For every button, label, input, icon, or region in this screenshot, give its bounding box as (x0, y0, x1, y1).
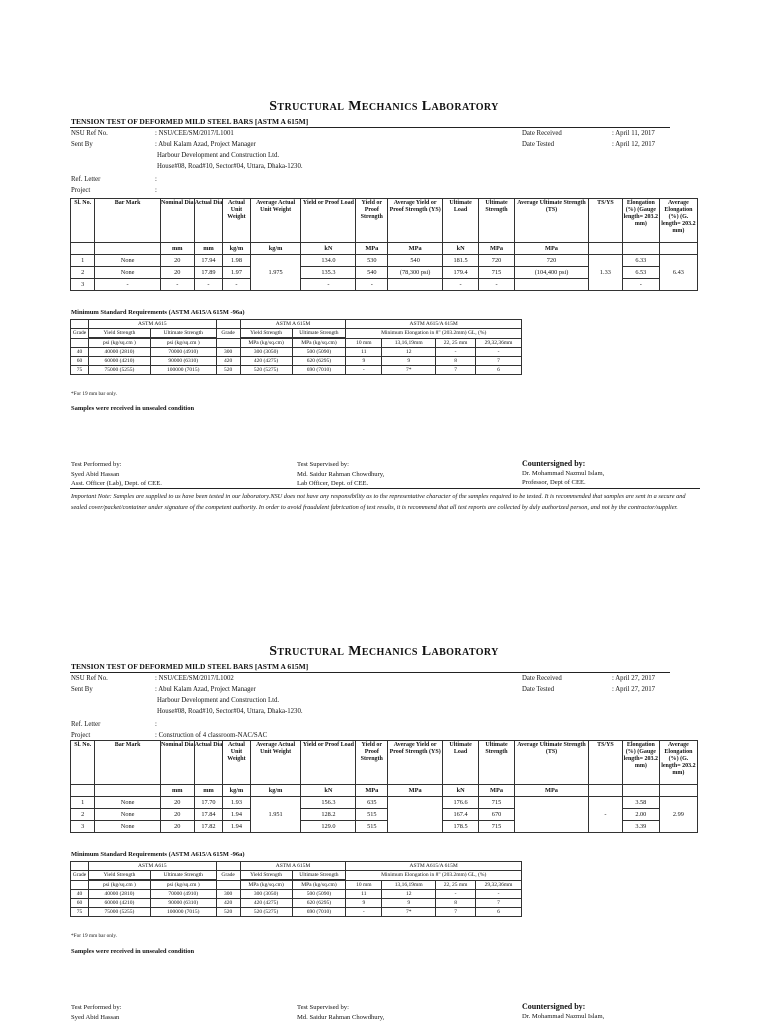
standards-table: ASTM A615 ASTM A 615M ASTM A615/A 615M Grade Yield Strength Ultimate Strength Grade Yield Strength Ultimate Strength Minimum Elongation in 8" (203.2mm) GL, (%) psi (kg/sq.cm ) psi (kg/sq.cm ) MPa (kg/sq.cm) MPa (kg/sq.cm) 10 mm 13,16,19mm 22, 25 mm 29,32,36mm 40 40000 (2810) 70000 (4910) 300 300 (3050) 500 (5090) 11 12 - - 60 60000 (4210) 90000 (6310) 420 420 (4275) 620 (6295) 9 9 8 7 75 75000 (5255) 100000 (7015) 520 520 (5275) 690 (7010) - 7* 7 6 (70, 319, 522, 375)
performed-block: Test Performed by: Syed Abid Hassan Asst. Officer (Lab), Dept. of CEE. (71, 461, 162, 487)
col-avg-elongation: Average Elongation (%) (G. length= 203.2 mm) (659, 199, 697, 243)
report-subtitle: TENSION TEST OF DEFORMED MILD STEEL BARS [ASTM A 615M] (71, 117, 309, 126)
col-sl: Sl. No. (71, 741, 95, 785)
sent-value: : Abul Kalam Azad, Project Manager (155, 141, 256, 148)
received-label: Date Received (522, 130, 562, 137)
col-unit-weight: Actual Unit Weight (223, 741, 250, 785)
units-row: mm mm kg/m kg/m kN MPa MPa kN MPa MPa (71, 243, 698, 255)
col-avg-yield: Average Yield or Proof Strength (YS) (388, 741, 443, 785)
divider (70, 127, 670, 128)
ts-ys-value: 1.33 (589, 255, 623, 291)
test-results-table (70, 198, 698, 291)
col-nominal-dia: Nominal Dia (160, 741, 194, 785)
received-value: : April 27, 2017 (612, 675, 656, 682)
col-ult-load: Ultimate Load (443, 199, 479, 243)
col-avg-yield: Average Yield or Proof Strength (YS) (388, 199, 443, 243)
ts-ys-value: - (589, 797, 623, 833)
table-row: 60 60000 (4210) 90000 (6310) 420 420 (4275) 620 (6295) 9 9 8 7 (71, 899, 522, 908)
col-ts-ys: TS/YS (589, 741, 623, 785)
col-bar-mark: Bar Mark (95, 199, 161, 243)
received-note: Samples were received in unsealed condition (71, 405, 195, 412)
performed-block: Test Performed by: Syed Abid Hassan (71, 1004, 122, 1021)
col-avg-weight: Average Actual Unit Weight (250, 199, 301, 243)
sent-label: Sent By (71, 686, 93, 693)
ref-value: : NSU/CEE/SM/2017/L1002 (155, 675, 234, 682)
avg-elongation: 6.43 (659, 255, 697, 291)
report-title: Structural Mechanics Laboratory (269, 99, 499, 114)
col-ult-load: Ultimate Load (443, 741, 479, 785)
col-avg-elongation: Average Elongation (%) (G. length= 203.2 mm) (659, 741, 697, 785)
col-elongation: Elongation (%) (Gauge length= 203.2 mm) (622, 199, 659, 243)
footnote: *For 19 mm bar only. (71, 391, 118, 397)
received-note: Samples were received in unsealed condition (71, 948, 195, 955)
divider (70, 488, 700, 489)
ref-label: NSU Ref No. (71, 675, 108, 682)
col-nominal-dia: Nominal Dia (160, 199, 194, 243)
project-label: Project (71, 187, 91, 194)
address: House#08, Road#10, Sector#04, Uttara, Dhaka-1230. (157, 708, 303, 715)
sent-value: : Abul Kalam Azad, Project Manager (155, 686, 256, 693)
units-row: mm mm kg/m kg/m kN MPa MPa kN MPa MPa (71, 785, 698, 797)
test-results-table (70, 740, 698, 833)
countersigned-block: Countersigned by: Dr. Mohammad Nazmul Islam, (522, 1002, 605, 1020)
table-row: 2 None 20 17.84 1.94 128.2 515 167.4 670 2.00 (71, 809, 698, 821)
table-row: 40 40000 (2810) 70000 (4910) 300 300 (3050) 500 (5090) 11 12 - - (71, 348, 522, 357)
table-row: 1 None 20 17.70 1.93 1.951 156.3 635 176.6 715 - 3.58 2.99 (71, 797, 698, 809)
table-row: 40 40000 (2810) 70000 (4910) 300 300 (3050) 500 (5090) 11 12 - - (71, 890, 522, 899)
ref-label: NSU Ref No. (71, 130, 108, 137)
col-elongation: Elongation (%) (Gauge length= 203.2 mm) (622, 741, 659, 785)
important-note: Important Note: Samples are supplied to us have been tested in our laboratory.NSU does not have any responsibility as to the representative character of the samples required to be tested. It is recommended that samples are sent in a secure and sealed cover/packet/container under signature of the competent authority. In order to avoid fraudulent fabrication of test results, it is recommend that all test reports are collected by duly authorized person, and not by the contractor/supplier. (71, 493, 686, 511)
company: Harbour Development and Construction Ltd. (157, 697, 280, 704)
received-value: : April 11, 2017 (612, 130, 655, 137)
tested-label: Date Tested (522, 141, 555, 148)
letter-value: : (155, 721, 157, 728)
col-yield-strength: Yield or Proof Strength (356, 199, 388, 243)
table-row: 2 None 20 17.89 1.97 135.3 540 (78,300 psi) 179.4 715 (104,400 psi) 6.53 (71, 267, 698, 279)
col-avg-weight: Average Actual Unit Weight (250, 741, 301, 785)
avg-weight: 1.951 (250, 797, 301, 833)
letter-value: : (155, 176, 157, 183)
letter-label: Ref. Letter (71, 721, 101, 728)
project-value: : Construction of 4 classroom-NAC/SAC (155, 732, 268, 739)
col-yield-strength: Yield or Proof Strength (356, 741, 388, 785)
supervised-block: Test Supervised by: Md. Saidur Rahman Chowdhury, (297, 1004, 385, 1021)
table-row: 3 None 20 17.82 1.94 129.0 515 178.5 715 3.39 (71, 821, 698, 833)
col-ult-strength: Ultimate Strength (479, 741, 515, 785)
report-title: Structural Mechanics Laboratory (269, 644, 499, 659)
table-row: 1 None 20 17.94 1.98 1.975 134.0 530 540 181.5 720 720 1.33 6.33 6.43 (71, 255, 698, 267)
avg-elongation: 2.99 (659, 797, 697, 833)
received-label: Date Received (522, 675, 562, 682)
table-row: 60 60000 (4210) 90000 (6310) 420 420 (4275) 620 (6295) 9 9 8 7 (71, 357, 522, 366)
col-bar-mark: Bar Mark (95, 741, 161, 785)
footnote: *For 19 mm bar only. (71, 933, 118, 939)
address: House#08, Road#10, Sector#04, Uttara, Dhaka-1230. (157, 163, 303, 170)
table-row: 75 75000 (5255) 100000 (7015) 520 520 (5275) 690 (7010) - 7* 7 6 (71, 366, 522, 375)
avg-weight: 1.975 (250, 255, 301, 291)
col-ts-ys: TS/YS (589, 199, 623, 243)
col-ult-strength: Ultimate Strength (479, 199, 515, 243)
report-subtitle: TENSION TEST OF DEFORMED MILD STEEL BARS [ASTM A 615M] (71, 662, 309, 671)
table-row: 75 75000 (5255) 100000 (7015) 520 520 (5275) 690 (7010) - 7* 7 6 (71, 908, 522, 917)
ref-value: : NSU/CEE/SM/2017/L1001 (155, 130, 234, 137)
col-avg-ult: Average Ultimate Strength (TS) (515, 199, 589, 243)
table-row: 3 - - - - - - - - - (71, 279, 698, 291)
col-avg-ult: Average Ultimate Strength (TS) (515, 741, 589, 785)
sent-label: Sent By (71, 141, 93, 148)
divider (70, 672, 670, 673)
tested-label: Date Tested (522, 686, 555, 693)
col-yield-load: Yield or Proof Load (301, 741, 356, 785)
col-actual-dia: Actual Dia (194, 741, 223, 785)
standards-table: ASTM A615 ASTM A 615M ASTM A615/A 615M Grade Yield Strength Ultimate Strength Grade Yield Strength Ultimate Strength Minimum Elongation in 8" (203.2mm) GL, (%) psi (kg/sq.cm ) psi (kg/sq.cm ) MPa (kg/sq.cm) MPa (kg/sq.cm) 10 mm 13,16,19mm 22, 25 mm 29,32,36mm 40 40000 (2810) 70000 (4910) 300 300 (3050) 500 (5090) 11 12 - - 60 60000 (4210) 90000 (6310) 420 420 (4275) 620 (6295) 9 9 8 7 75 75000 (5255) 100000 (7015) 520 520 (5275) 690 (7010) - 7* 7 6 (70, 861, 522, 917)
tested-value: : April 27, 2017 (612, 686, 656, 693)
supervised-block: Test Supervised by: Md. Saidur Rahman Chowdhury, Lab Officer, Dept. of CEE. (297, 461, 385, 487)
company: Harbour Development and Construction Ltd. (157, 152, 280, 159)
project-label: Project (71, 732, 91, 739)
std-title: Minimum Standard Requirements (ASTM A615/A 615M -96a) (71, 851, 245, 858)
col-sl: Sl. No. (71, 199, 95, 243)
project-value: : (155, 187, 157, 194)
col-actual-dia: Actual Dia (194, 199, 223, 243)
tested-value: : April 12, 2017 (612, 141, 656, 148)
letter-label: Ref. Letter (71, 176, 101, 183)
col-unit-weight: Actual Unit Weight (223, 199, 250, 243)
std-title: Minimum Standard Requirements (ASTM A615/A 615M -96a) (71, 309, 245, 316)
col-yield-load: Yield or Proof Load (301, 199, 356, 243)
countersigned-block: Countersigned by: Dr. Mohammad Nazmul Islam, Professor, Dept of CEE. (522, 459, 605, 486)
